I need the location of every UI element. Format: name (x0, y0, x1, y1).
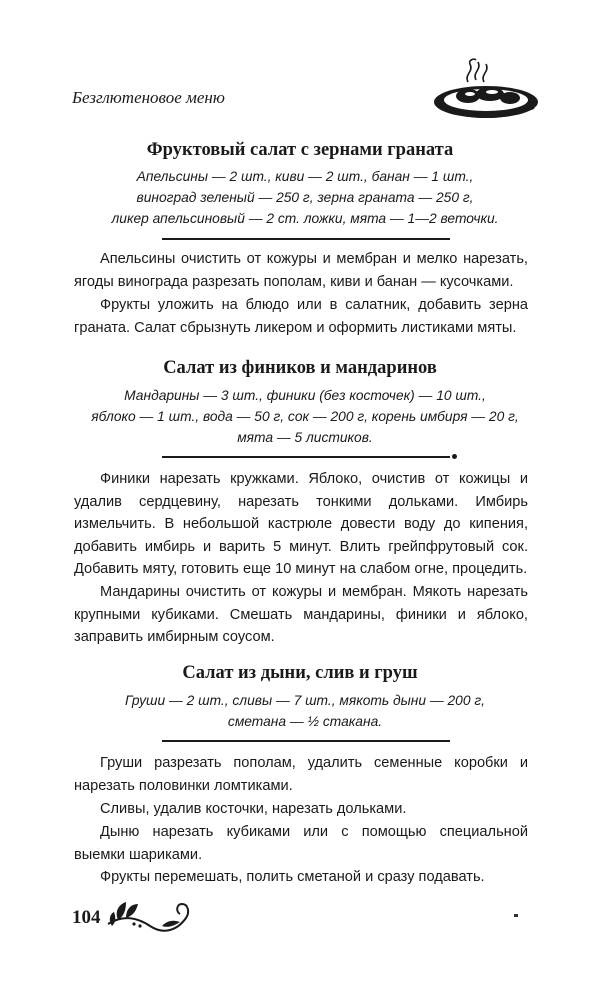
divider (162, 740, 450, 742)
print-speck (514, 914, 518, 917)
ingredients-line: Апельсины — 2 шт., киви — 2 шт., банан — 1 шт., (136, 169, 474, 184)
ingredients-list (80, 690, 530, 732)
paragraph: Фрукты уложить на блюдо или в салатник, добавить зерна граната. Салат сбрызнуть ликером и оформить листиками мяты. (74, 297, 528, 336)
running-header: Безглютеновое меню (72, 88, 225, 107)
paragraph: Груши разрезать пополам, удалить семенные коробки и нарезать половинки ломтиками. (74, 755, 528, 794)
ingredients-line: ликер апельсиновый — 2 ст. ложки, мята — 1—2 веточки. (111, 211, 499, 226)
divider (162, 456, 450, 458)
ingredients-line: Груши — 2 шт., сливы — 7 шт., мякоть дыни — 200 г, (125, 693, 485, 708)
ingredients-list (80, 166, 530, 229)
recipe-title: Салат из фиников и мандаринов (163, 358, 437, 378)
ingredients-line: виноград зеленый — 250 г, зерна граната — 250 г, (136, 190, 474, 205)
ingredients-line: сметана — ½ стакана. (227, 714, 383, 729)
paragraph: Фрукты перемешать, полить сметаной и сразу подавать. (100, 869, 485, 885)
paragraph: Апельсины очистить от кожуры и мембран и мелко нарезать, ягоды винограда разрезать пополам, киви и банан — кусочками. (74, 251, 528, 290)
paragraph: Дыню нарезать кубиками или с помощью специальной выемки шариками. (74, 824, 528, 863)
recipe-title: Фруктовый салат с зернами граната (146, 140, 454, 160)
paragraph: Сливы, удалив косточки, нарезать дольками. (100, 801, 407, 817)
plate-icon (430, 56, 540, 133)
paragraph: Финики нарезать кружками. Яблоко, очистив от кожицы и удалив сердцевину, нарезать тонкими дольками. Имбирь измельчить. В небольшой кастрюле довести воду до кипения, добавить имбирь и варить 5 минут. Влить грейпфрутовый сок. Добавить мяту, готовить еще 10 минут на слабом огне, процедить. (74, 471, 528, 578)
divider (162, 238, 450, 240)
ingredients-line: Мандарины — 3 шт., финики (без косточек) — 10 шт., (124, 388, 486, 403)
recipe-title: Салат из дыни, слив и груш (182, 663, 418, 683)
leaf-ornament-icon (104, 896, 192, 941)
ingredients-line: мята — 5 листиков. (237, 430, 373, 445)
page-number: 104 (72, 907, 101, 928)
ingredients-line: яблоко — 1 шт., вода — 50 г, сок — 200 г, корень имбиря — 20 г, (91, 409, 519, 424)
ingredients-list (80, 385, 530, 448)
paragraph: Мандарины очистить от кожуры и мембран. Мякоть нарезать крупными кубиками. Смешать мандарины, финики и яблоко, заправить имбирным соусом. (74, 584, 528, 646)
